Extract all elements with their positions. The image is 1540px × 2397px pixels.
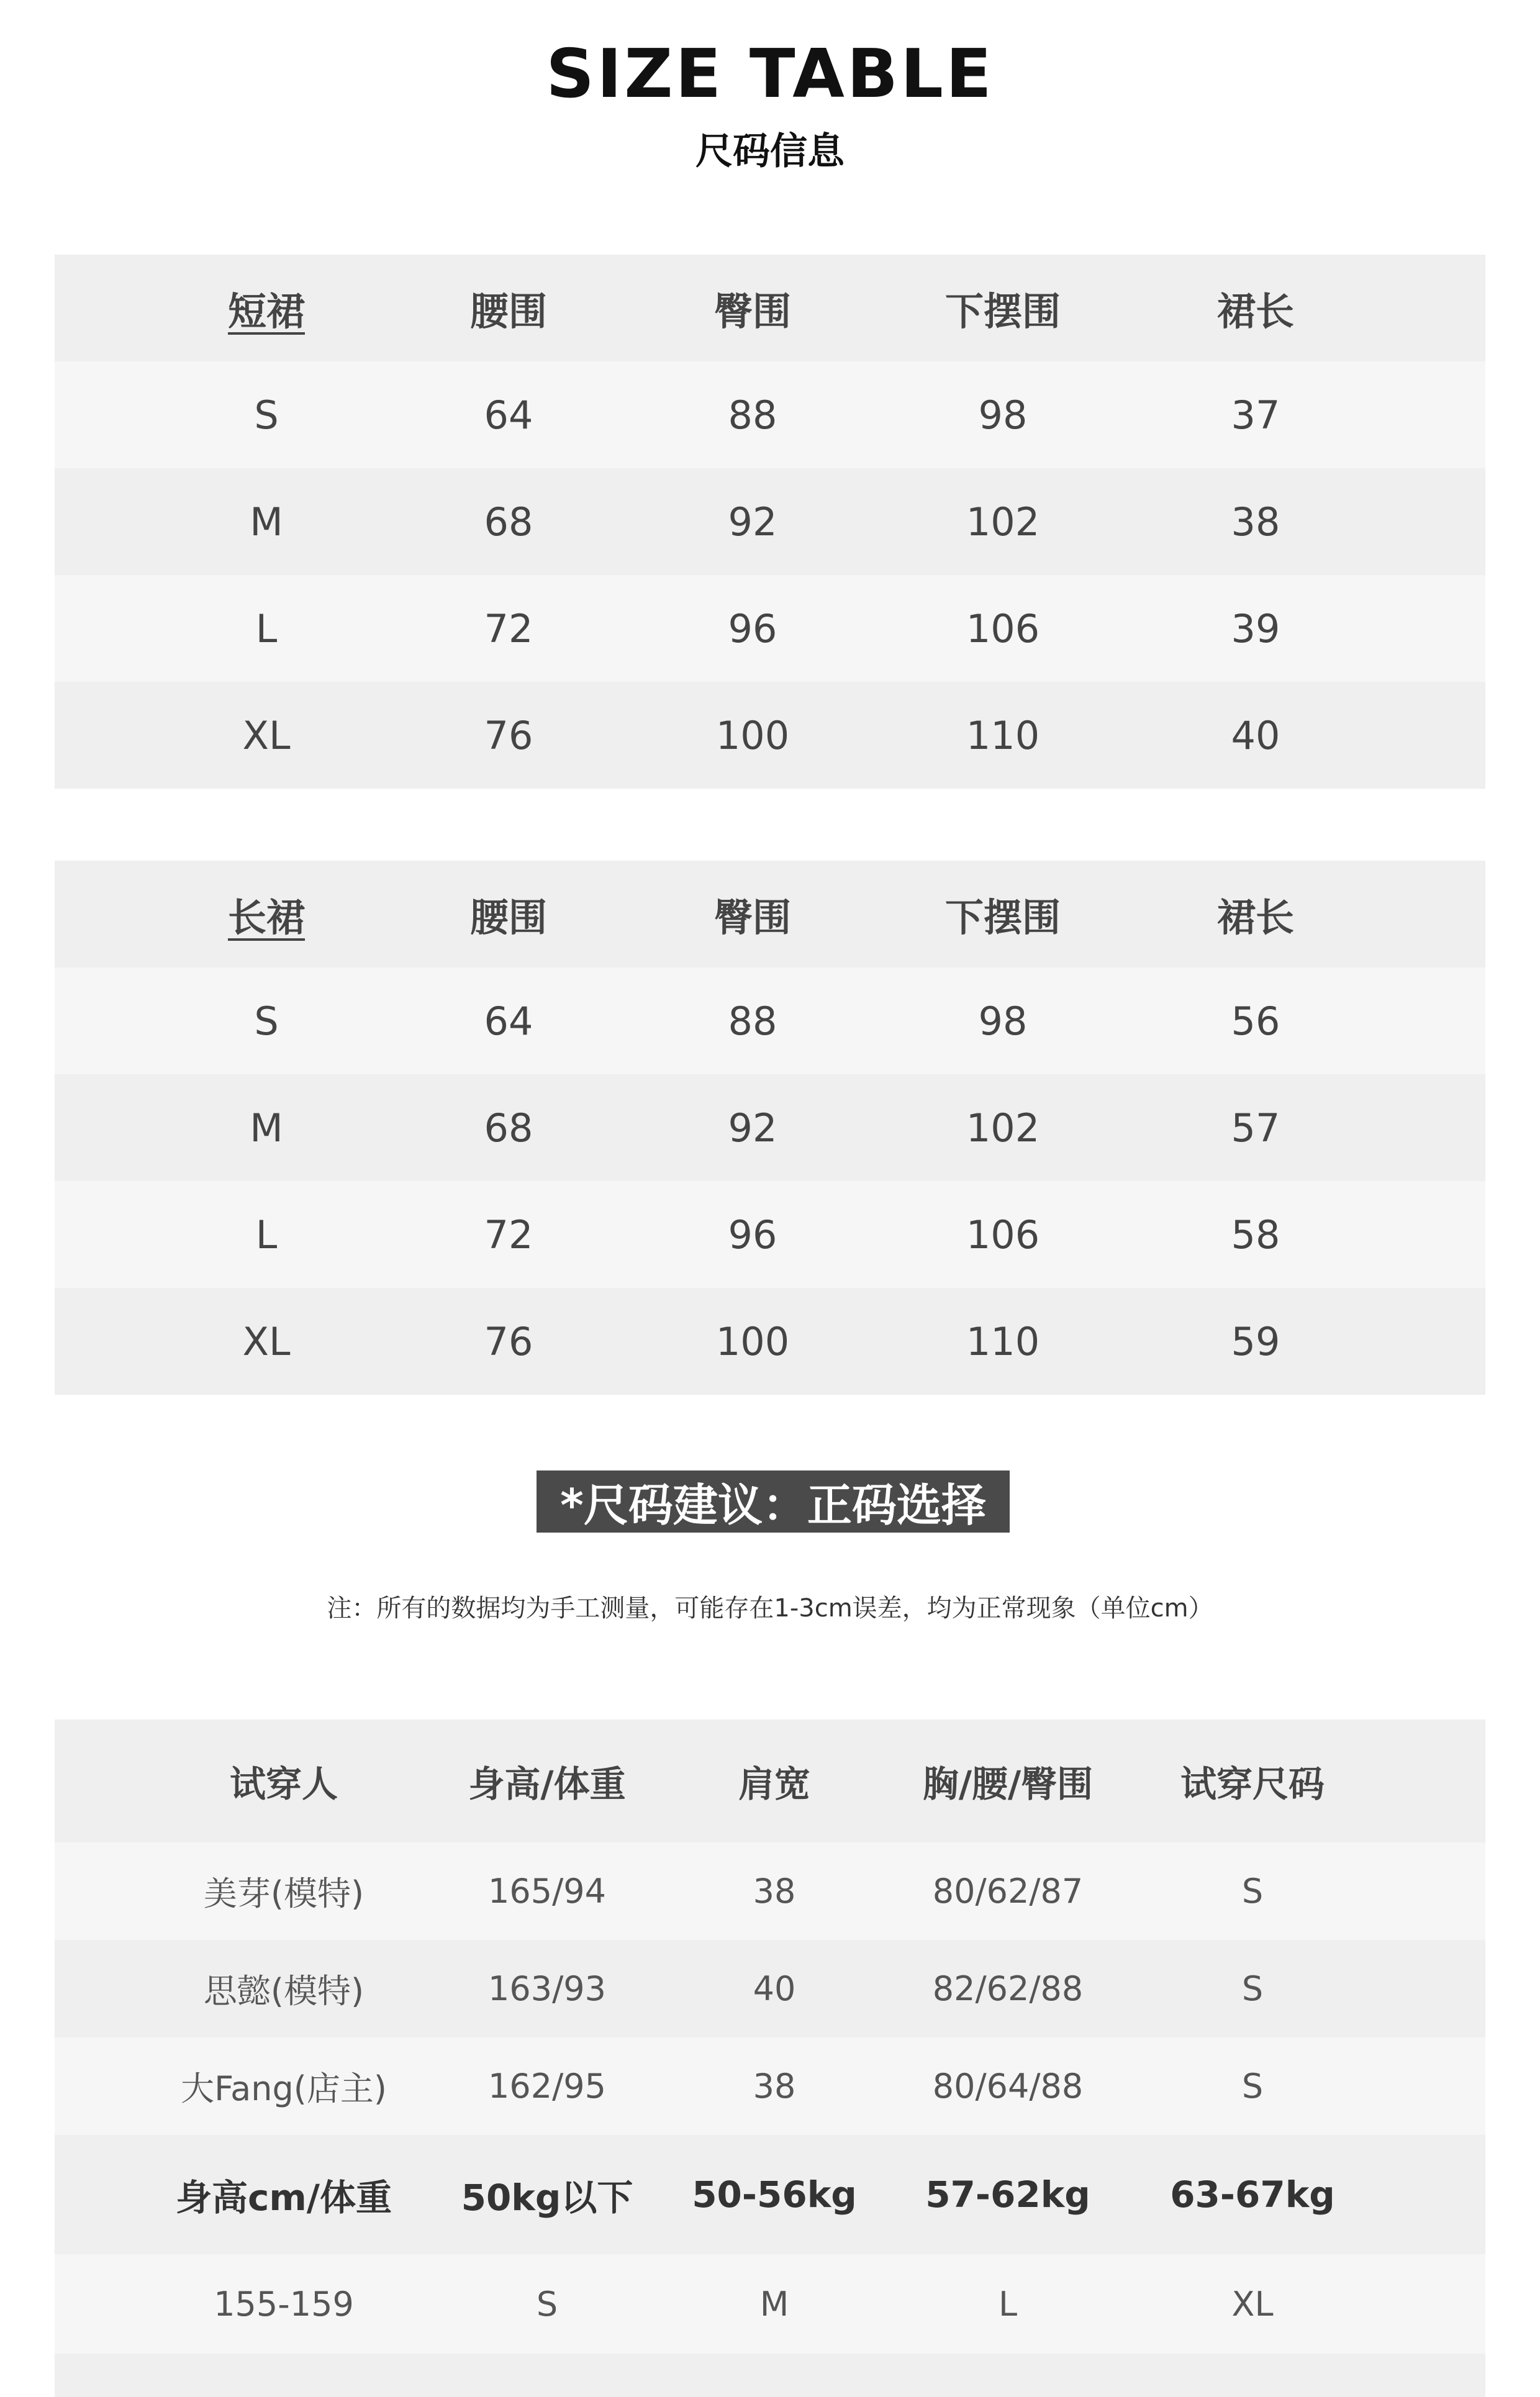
column-header: 肩宽: [738, 1763, 810, 1805]
table-cell: 美芽(模特): [203, 1874, 365, 1913]
table-cell: 162/95: [488, 2067, 606, 2106]
column-header: 胸/腰/臀围: [922, 1763, 1094, 1805]
column-header: 身高cm/体重: [175, 2177, 392, 2219]
table-cell: 57: [1231, 1105, 1280, 1151]
column-header: 腰围: [469, 288, 547, 334]
table-cell: 98: [978, 392, 1028, 438]
table-cell: L: [998, 2284, 1018, 2324]
fitting-table: [55, 1720, 1485, 2397]
table-cell: M: [250, 499, 283, 545]
column-header: 50kg以下: [461, 2177, 633, 2219]
table-row: [55, 361, 1485, 468]
table-cell: 100: [715, 712, 790, 758]
table-cell: S: [1241, 1872, 1264, 1911]
column-header: 试穿人: [229, 1763, 338, 1805]
table-cell: S: [536, 2284, 558, 2324]
table-cell: 68: [484, 499, 533, 545]
table-cell: 106: [966, 605, 1040, 651]
table-cell: XL: [1231, 2284, 1274, 2324]
table-row: [55, 1181, 1485, 1288]
table-cell: 155-159: [214, 2284, 354, 2324]
table-cell: S: [1241, 1969, 1264, 2008]
table-cell: 92: [728, 499, 777, 545]
column-header: 裙长: [1216, 894, 1294, 940]
table-cell: 165/94: [488, 1872, 606, 1911]
column-header: 短裙: [227, 288, 305, 334]
table-cell: 96: [728, 1212, 777, 1257]
column-header: 试穿尺码: [1180, 1763, 1325, 1805]
table-cell: 80/64/88: [932, 2067, 1084, 2106]
table-row: [55, 1940, 1485, 2037]
table-cell: 58: [1231, 1212, 1280, 1257]
table-cell: 100: [715, 1318, 790, 1364]
table-cell: 96: [728, 605, 777, 651]
table-cell: 64: [484, 998, 533, 1044]
table-cell: S: [254, 998, 279, 1044]
column-header: 57-62kg: [925, 2173, 1090, 2216]
table-cell: XL: [242, 712, 291, 758]
table-cell: 110: [966, 712, 1040, 758]
table-cell: 40: [753, 1969, 796, 2008]
table-cell: 76: [484, 712, 533, 758]
table-row-partial: [55, 2354, 1485, 2397]
table-cell: M: [250, 1105, 283, 1151]
table-header-row: [55, 861, 1485, 967]
table-cell: 68: [484, 1105, 533, 1151]
table-cell: 56: [1231, 998, 1280, 1044]
table-header-row: [55, 255, 1485, 361]
table-row: [55, 1842, 1485, 1940]
page-subtitle: 尺码信息: [695, 130, 845, 173]
table-cell: 98: [978, 998, 1028, 1044]
table-cell: 37: [1231, 392, 1280, 438]
table-cell: 72: [484, 1212, 533, 1257]
short-skirt-table: [55, 255, 1485, 789]
table-cell: 39: [1231, 605, 1280, 651]
table-row: [55, 468, 1485, 575]
table-cell: S: [254, 392, 279, 438]
table-cell: 38: [753, 2067, 796, 2106]
table-cell: 38: [1231, 499, 1280, 545]
column-header: 腰围: [469, 894, 547, 940]
table-cell: XL: [242, 1318, 291, 1364]
table-cell: 38: [753, 1872, 796, 1911]
table-cell: L: [255, 605, 278, 651]
table-cell: L: [255, 1212, 278, 1257]
size-advice-banner: *尺码建议：正码选择: [537, 1470, 1010, 1533]
table-cell: 106: [966, 1212, 1040, 1257]
table-cell: 思懿(模特): [203, 1972, 365, 2011]
table-cell: S: [1241, 2067, 1264, 2106]
table-header-row: [55, 1720, 1485, 1842]
table-cell: 88: [728, 998, 777, 1044]
table-row: [55, 2037, 1485, 2135]
table-cell: 102: [966, 499, 1040, 545]
table-row: [55, 1288, 1485, 1395]
table-cell: 110: [966, 1318, 1040, 1364]
table-cell: 76: [484, 1318, 533, 1364]
column-header: 63-67kg: [1170, 2173, 1335, 2216]
table-row: [55, 2254, 1485, 2354]
column-header: 下摆围: [944, 288, 1061, 334]
column-header: 裙长: [1216, 288, 1294, 334]
table-row: [55, 575, 1485, 682]
table-cell: 88: [728, 392, 777, 438]
table-cell: 102: [966, 1105, 1040, 1151]
table-row: [55, 682, 1485, 789]
table-row: [55, 1074, 1485, 1181]
table-cell: 40: [1231, 712, 1280, 758]
table-cell: 163/93: [488, 1969, 606, 2008]
table-cell: 59: [1231, 1318, 1280, 1364]
long-skirt-table: [55, 861, 1485, 1395]
table-cell: 64: [484, 392, 533, 438]
column-header: 臀围: [713, 894, 791, 940]
weight-guide-header-row: [55, 2135, 1485, 2254]
page-title: SIZE TABLE: [546, 35, 994, 113]
table-row: [55, 967, 1485, 1074]
table-cell: 80/62/87: [932, 1872, 1084, 1911]
column-header: 臀围: [713, 288, 791, 334]
table-cell: 大Fang(店主): [181, 2069, 387, 2108]
table-cell: 92: [728, 1105, 777, 1151]
table-cell: M: [759, 2284, 789, 2324]
table-cell: 72: [484, 605, 533, 651]
table-cell: 82/62/88: [932, 1969, 1084, 2008]
measurement-note: 注：所有的数据均为手工测量，可能存在1-3cm误差，均为正常现象（单位cm）: [327, 1594, 1213, 1623]
column-header: 50-56kg: [692, 2173, 857, 2216]
column-header: 下摆围: [944, 894, 1061, 940]
column-header: 身高/体重: [468, 1763, 626, 1805]
column-header: 长裙: [227, 894, 305, 940]
